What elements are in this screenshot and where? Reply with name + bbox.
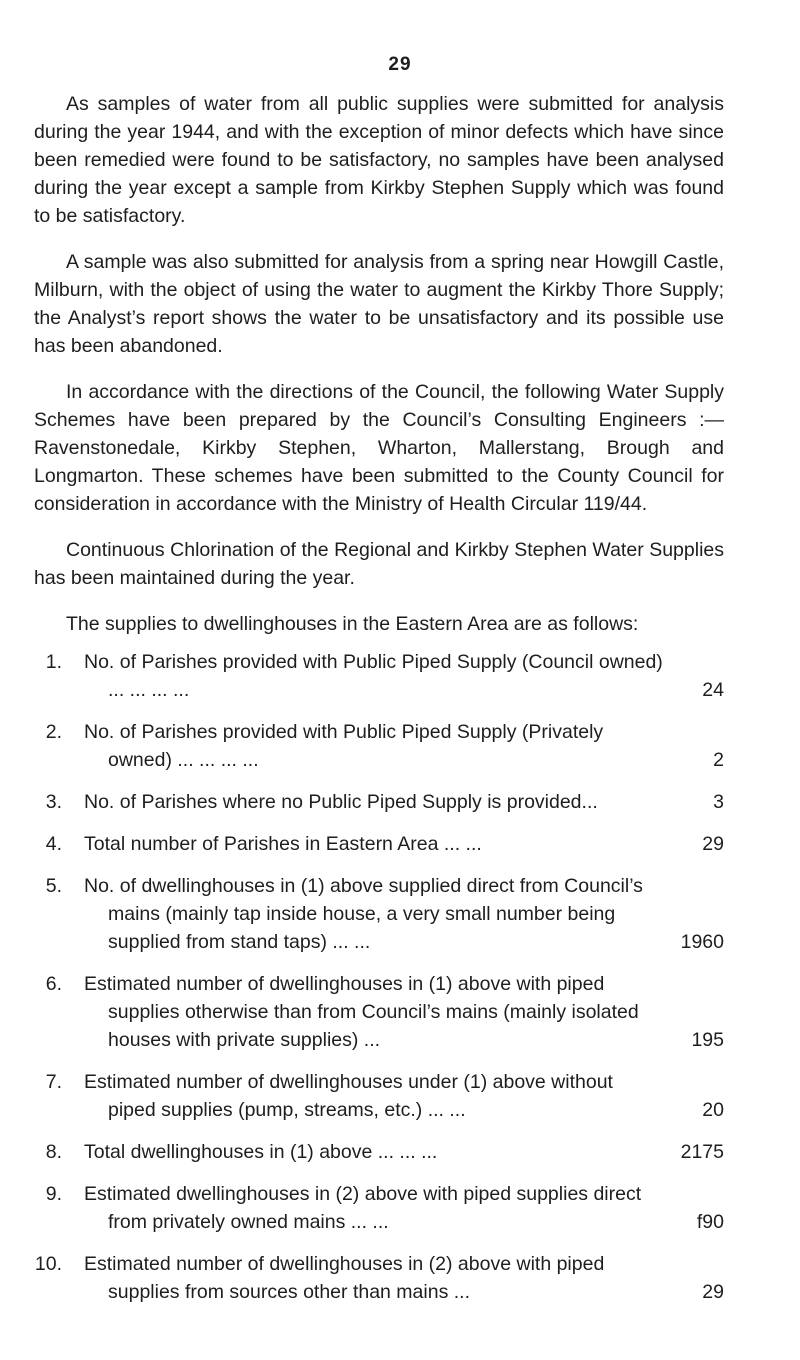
paragraph-howgill-spring: A sample was also submitted for analysis from a spring near Howgill Castle, Milburn, with the object of using the water to augment the Kirkby Thore Supply; the Analyst’s report shows the water to be unsatisfactory and its possible use has been abandoned. — [34, 251, 724, 357]
item-text: No. of Parishes where no Public Piped Supply is provided... — [84, 791, 598, 813]
item-text: Total dwellinghouses in (1) above ... ... ... — [84, 1141, 438, 1163]
list-item — [34, 788, 724, 816]
item-text: Estimated number of dwellinghouses under (1) above without piped supplies (pump, streams, etc.) ... ... — [84, 1071, 613, 1121]
list-item — [34, 1138, 724, 1166]
item-value: 20 — [702, 1099, 724, 1121]
item-value: 29 — [702, 833, 724, 855]
item-number: 7. — [45, 1071, 62, 1093]
paragraph-water-samples: As samples of water from all public supplies were submitted for analysis during the year 1944, and with the exception of minor defects which have since been remedied were found to be satisfactory, no samples have been analysed during the year except a sample from Kirkby Stephen Supply which was found to be satisfactory. — [34, 93, 724, 227]
item-text: Estimated number of dwellinghouses in (2) above with piped supplies from sources other than mains ... — [84, 1253, 605, 1303]
item-value: f90 — [696, 1211, 724, 1233]
item-number: 5. — [45, 875, 62, 897]
page-number: 29 — [388, 54, 412, 75]
item-value: 2175 — [680, 1141, 724, 1163]
item-number: 3. — [45, 791, 62, 813]
document-body — [34, 90, 724, 1320]
list-item — [34, 648, 724, 704]
supplies-list — [34, 648, 724, 1306]
item-number: 6. — [45, 973, 62, 995]
item-text: No. of Parishes provided with Public Piped Supply (Council owned) ... ... ... ... — [84, 651, 663, 701]
list-item — [34, 872, 724, 956]
item-number: 10. — [34, 1253, 62, 1275]
item-text: Estimated number of dwellinghouses in (1) above with piped supplies otherwise than from Council’s mains (mainly isolated houses with private supplies) ... — [84, 973, 639, 1051]
paragraph-chlorination: Continuous Chlorination of the Regional and Kirkby Stephen Water Supplies has been maintained during the year. — [34, 539, 724, 589]
item-text: No. of dwellinghouses in (1) above supplied direct from Council’s mains (mainly tap inside house, a very small number being supplied from stand taps) ... ... — [84, 875, 643, 953]
item-text: No. of Parishes provided with Public Piped Supply (Privately owned) ... ... ... ... — [84, 721, 604, 771]
list-item — [34, 718, 724, 774]
list-item — [34, 1180, 724, 1236]
item-text: Total number of Parishes in Eastern Area ... ... — [84, 833, 482, 855]
paragraph-supply-schemes: In accordance with the directions of the Council, the following Water Supply Schemes have been prepared by the Council’s Consulting Engineers :—Ravenstonedale, Kirkby Stephen, Wharton, Mallerstang, Brough and Longmarton. These schemes have been submitted to the County Council for consideration in accordance with the Ministry of Health Circular 119/44. — [34, 381, 724, 515]
list-item — [34, 970, 724, 1054]
item-text: Estimated dwellinghouses in (2) above with piped supplies direct from privately owned mains ... ... — [84, 1183, 642, 1233]
list-item — [34, 830, 724, 858]
list-item — [34, 1068, 724, 1124]
item-number: 9. — [45, 1183, 62, 1205]
item-value: 29 — [702, 1281, 724, 1303]
item-number: 2. — [45, 721, 62, 743]
item-number: 8. — [45, 1141, 62, 1163]
item-value: 195 — [691, 1029, 724, 1051]
supplies-intro: The supplies to dwellinghouses in the Eastern Area are as follows: — [66, 613, 639, 635]
item-value: 3 — [713, 791, 724, 813]
item-value: 1960 — [680, 931, 724, 953]
list-item — [34, 1250, 724, 1306]
item-number: 4. — [45, 833, 62, 855]
item-number: 1. — [45, 651, 62, 673]
item-value: 2 — [713, 749, 724, 771]
item-value: 24 — [702, 679, 724, 701]
